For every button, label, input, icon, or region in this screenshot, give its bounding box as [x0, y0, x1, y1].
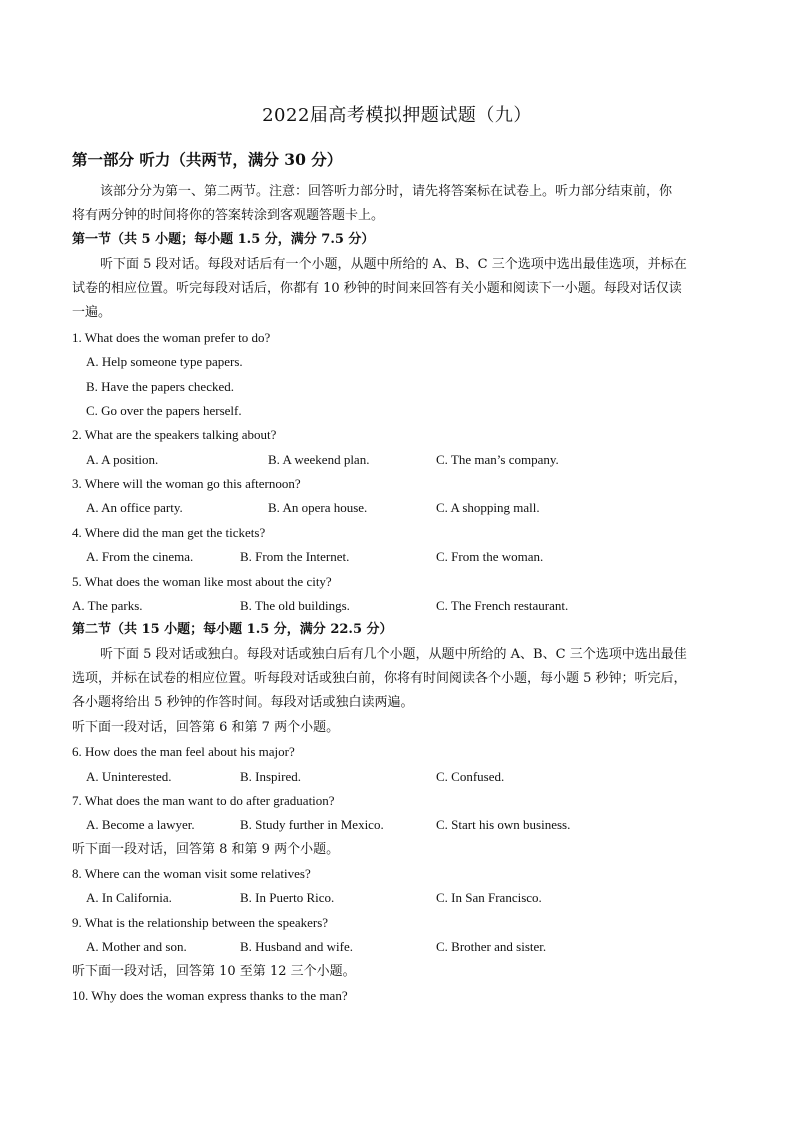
- q5-option-b: B. The old buildings.: [240, 598, 350, 613]
- q1-option-b: B. Have the papers checked.: [86, 379, 234, 394]
- page-title: 2022届高考模拟押题试题（九）: [262, 105, 532, 126]
- group-3-instruction: 听下面一段对话，回答第 10 至第 12 三个小题。: [72, 964, 356, 979]
- q2-option-b: B. A weekend plan.: [268, 452, 370, 467]
- part1-heading: 第一部分 听力（共两节，满分 30 分）: [72, 150, 343, 169]
- question-5: 5. What does the woman like most about the city?: [72, 574, 332, 589]
- q4-option-a: A. From the cinema.: [86, 549, 194, 564]
- section1-instr-line3: 一遍。: [72, 305, 112, 320]
- section2-instr-line1: 听下面 5 段对话或独白。每段对话或独白后有几个小题，从题中所给的 A、B、C 三个选项中选出最佳: [100, 647, 687, 662]
- section1-instr-line1: 听下面 5 段对话。每段对话后有一个小题，从题中所给的 A、B、C 三个选项中选出最佳选项，并标在: [100, 257, 687, 272]
- section2-instr-line2: 选项，并标在试卷的相应位置。听每段对话或独白前，你将有时间阅读各个小题，每小题 5 秒钟；听完后，: [72, 671, 687, 686]
- q7-option-b: B. Study further in Mexico.: [240, 817, 384, 832]
- q7-option-c: C. Start his own business.: [436, 817, 571, 832]
- q5-option-a: A. The parks.: [72, 598, 143, 613]
- q8-option-a: A. In California.: [86, 890, 172, 905]
- question-8: 8. Where can the woman visit some relatives?: [72, 866, 311, 881]
- q6-option-a: A. Uninterested.: [86, 769, 172, 784]
- group-1-instruction: 听下面一段对话，回答第 6 和第 7 两个小题。: [72, 720, 340, 735]
- question-2: 2. What are the speakers talking about?: [72, 427, 277, 442]
- section2-heading: 第二节（共 15 小题；每小题 1.5 分，满分 22.5 分）: [72, 622, 393, 637]
- q3-option-a: A. An office party.: [86, 500, 183, 515]
- section2-instr-line3: 各小题将给出 5 秒钟的作答时间。每段对话或独白读两遍。: [72, 695, 414, 710]
- q1-option-a: A. Help someone type papers.: [86, 354, 243, 369]
- q3-option-c: C. A shopping mall.: [436, 500, 540, 515]
- q1-option-c: C. Go over the papers herself.: [86, 403, 242, 418]
- q5-option-c: C. The French restaurant.: [436, 598, 569, 613]
- q4-option-c: C. From the woman.: [436, 549, 544, 564]
- q9-option-c: C. Brother and sister.: [436, 939, 547, 954]
- q6-option-b: B. Inspired.: [240, 769, 302, 784]
- q6-option-c: C. Confused.: [436, 769, 505, 784]
- q2-option-c: C. The man’s company.: [436, 452, 559, 467]
- q9-option-b: B. Husband and wife.: [240, 939, 354, 954]
- q7-option-a: A. Become a lawyer.: [86, 817, 195, 832]
- q8-option-c: C. In San Francisco.: [436, 890, 542, 905]
- q8-option-b: B. In Puerto Rico.: [240, 890, 335, 905]
- question-10: 10. Why does the woman express thanks to the man?: [72, 988, 348, 1003]
- part1-intro-line2: 将有两分钟的时间将你的答案转涂到客观题答题卡上。: [72, 208, 385, 223]
- q2-option-a: A. A position.: [86, 452, 159, 467]
- q4-option-b: B. From the Internet.: [240, 549, 350, 564]
- q3-option-b: B. An opera house.: [268, 500, 368, 515]
- part1-intro-line1: 该部分分为第一、第二两节。注意：回答听力部分时，请先将答案标在试卷上。听力部分结束前，你: [100, 184, 673, 199]
- question-1: 1. What does the woman prefer to do?: [72, 330, 271, 345]
- question-6: 6. How does the man feel about his major?: [72, 744, 295, 759]
- question-3: 3. Where will the woman go this afternoon?: [72, 476, 301, 491]
- q9-option-a: A. Mother and son.: [86, 939, 187, 954]
- question-7: 7. What does the man want to do after graduation?: [72, 793, 335, 808]
- section1-heading: 第一节（共 5 小题；每小题 1.5 分，满分 7.5 分）: [72, 232, 375, 247]
- question-4: 4. Where did the man get the tickets?: [72, 525, 266, 540]
- group-2-instruction: 听下面一段对话，回答第 8 和第 9 两个小题。: [72, 842, 340, 857]
- section1-instr-line2: 试卷的相应位置。听完每段对话后，你都有 10 秒钟的时间来回答有关小题和阅读下一小题。每段对话仅读: [72, 281, 682, 296]
- question-9: 9. What is the relationship between the speakers?: [72, 915, 329, 930]
